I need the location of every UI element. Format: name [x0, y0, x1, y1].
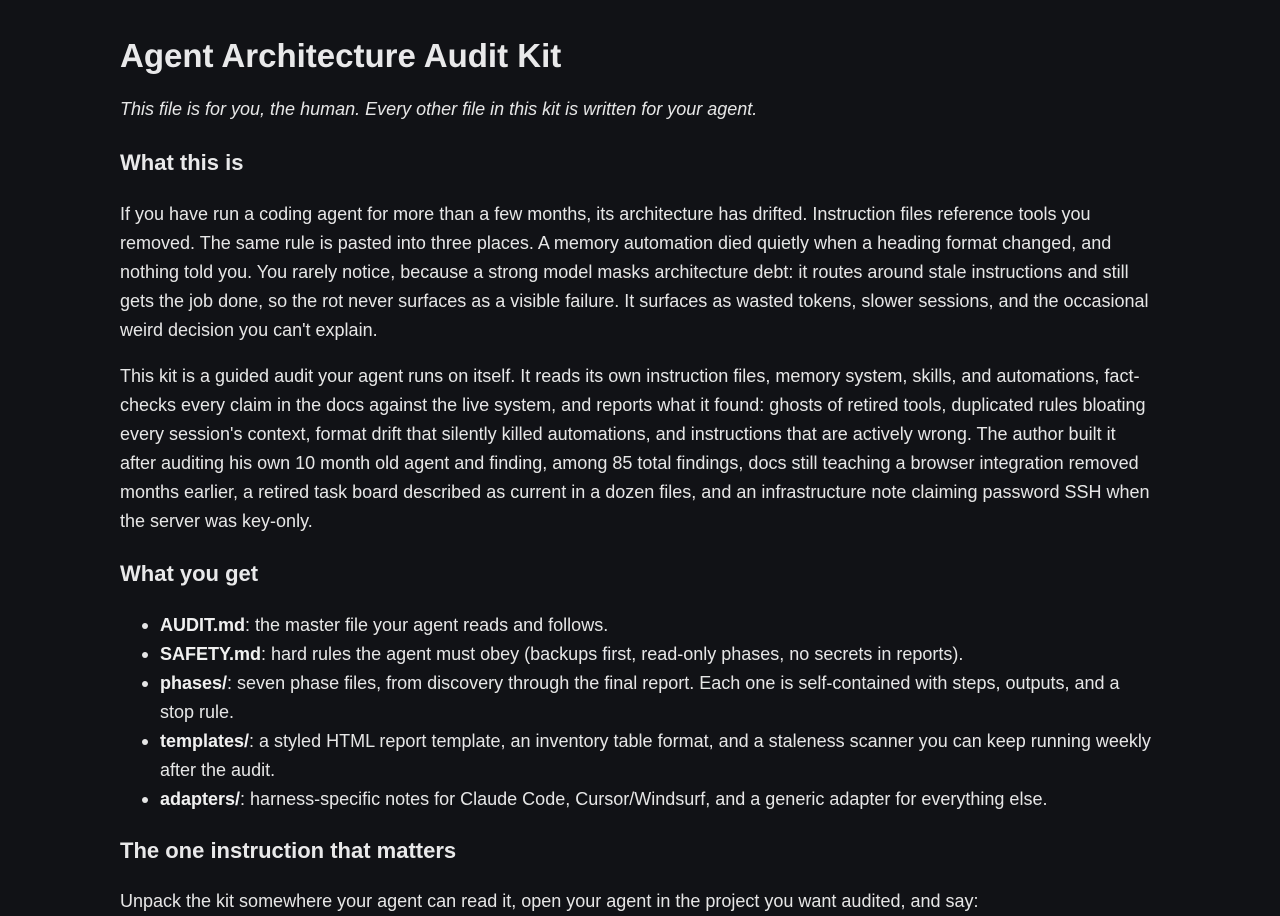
- file-description: : harness-specific notes for Claude Code, Cursor/Windsurf, and a generic adapter for everything else.: [240, 789, 1048, 809]
- file-description-cont: after the audit.: [160, 760, 276, 780]
- list-item: [120, 727, 1160, 785]
- file-name: AUDIT.md: [160, 615, 245, 635]
- page-title: Agent Architecture Audit Kit: [120, 37, 562, 74]
- paragraph-intro: [120, 200, 1160, 345]
- file-name: SAFETY.md: [160, 644, 262, 664]
- list-item: [120, 785, 1160, 814]
- heading-what-this-is: What this is: [120, 150, 244, 175]
- text-line: after auditing his own 10 month old agent and finding, among 85 total findings, docs still teaching a browser integration removed: [120, 453, 1139, 473]
- file-description: : hard rules the agent must obey (backups first, read-only phases, no secrets in reports).: [261, 644, 964, 664]
- file-description-cont: stop rule.: [160, 702, 235, 722]
- list-item: [120, 669, 1160, 727]
- text-line: the server was key-only.: [120, 511, 313, 531]
- subtitle: This file is for you, the human. Every other file in this kit is written for your agent.: [120, 99, 758, 119]
- file-description: : seven phase files, from discovery through the final report. Each one is self-contained with steps, outputs, and a: [227, 673, 1120, 693]
- list-item: [120, 611, 1160, 640]
- text-line: Unpack the kit somewhere your agent can read it, open your agent in the project you want audited, and say:: [120, 891, 979, 911]
- text-line: If you have run a coding agent for more than a few months, its architecture has drifted. Instruction files reference tools you: [120, 204, 1091, 224]
- text-line: nothing told you. You rarely notice, because a strong model masks architecture debt: it routes around stale instructions and still: [120, 262, 1129, 282]
- file-description: : the master file your agent reads and follows.: [245, 615, 609, 635]
- text-line: weird decision you can't explain.: [120, 320, 378, 340]
- text-line: months earlier, a retired task board described as current in a dozen files, and an infrastructure note claiming password SSH when: [120, 482, 1150, 502]
- paragraph-instruction: [120, 887, 1160, 916]
- text-line: every session's context, format drift that silently killed automations, and instructions that are actively wrong. The author built it: [120, 424, 1116, 444]
- paragraph-kit-description: [120, 362, 1160, 536]
- file-name: templates/: [160, 731, 250, 751]
- heading-what-you-get: What you get: [120, 561, 259, 586]
- text-line: gets the job done, so the rot never surfaces as a visible failure. It surfaces as wasted tokens, slower sessions, and the occasional: [120, 291, 1149, 311]
- file-name: phases/: [160, 673, 228, 693]
- file-description: : a styled HTML report template, an inventory table format, and a staleness scanner you can keep running weekly: [249, 731, 1151, 751]
- heading-one-instruction: The one instruction that matters: [120, 838, 457, 863]
- text-line: checks every claim in the docs against the live system, and reports what it found: ghosts of retired tools, duplicated rules bloating: [120, 395, 1146, 415]
- file-list: [120, 611, 1160, 814]
- text-line: removed. The same rule is pasted into three places. A memory automation died quietly when a heading format changed, and: [120, 233, 1112, 253]
- file-name: adapters/: [160, 789, 241, 809]
- text-line: This kit is a guided audit your agent runs on itself. It reads its own instruction files, memory system, skills, and automations, fact-: [120, 366, 1140, 386]
- list-item: [120, 640, 1160, 669]
